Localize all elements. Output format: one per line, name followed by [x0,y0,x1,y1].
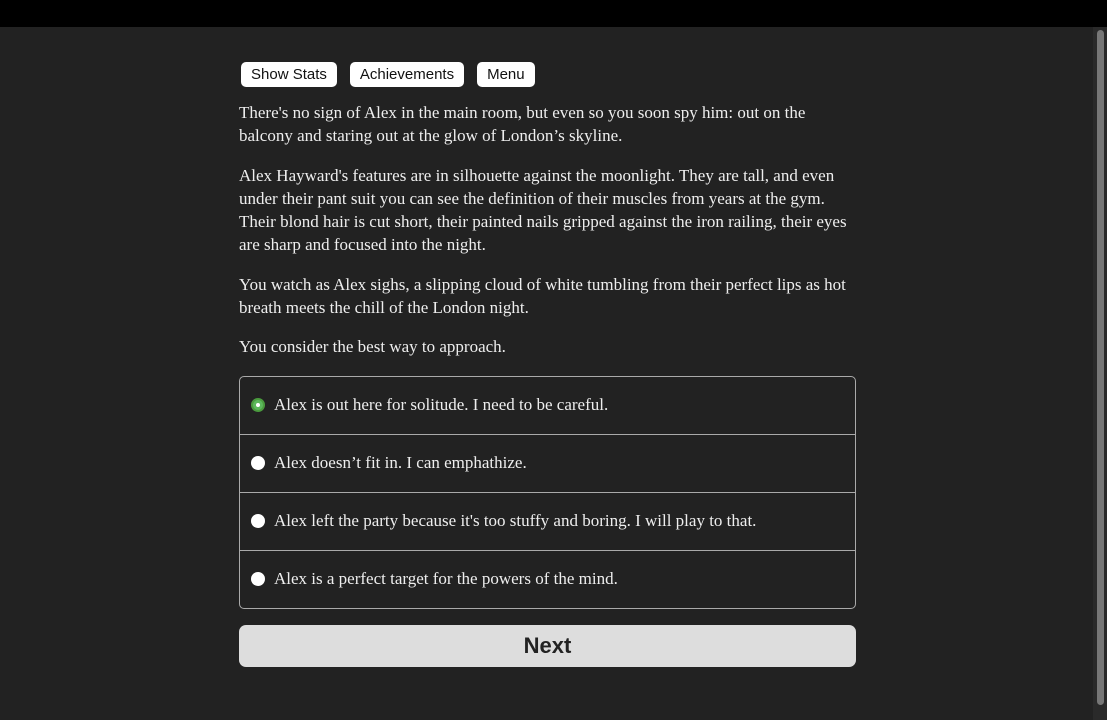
choice-option[interactable] [240,434,855,492]
show-stats-button[interactable]: Show Stats [241,62,337,87]
choice-list [239,376,856,609]
story-paragraph: You consider the best way to approach. [239,337,506,357]
story-paragraph: You watch as Alex sighs, a slipping cloud of white tumbling from their perfect lips as hot breath meets the chill of the London night. [239,274,846,318]
story-paragraph: There's no sign of Alex in the main room, but even so you soon spy him: out on the balcony and staring out at the glow of London’s skyline. [239,103,806,146]
story-content [239,62,856,667]
choice-label: Alex doesn’t fit in. I can emphathize. [274,453,527,473]
next-button[interactable]: Next [239,625,856,667]
top-bar [0,0,1107,27]
radio-selected-icon[interactable] [251,398,265,412]
story-paragraph: Alex Hayward's features are in silhouette against the moonlight. They are tall, and even under their pant suit you can see the definition of their muscles from years at the gym. Their blond hair is cut short, their painted nails gripped against the iron railing, their eyes are sharp and focused into the night. [239,165,847,255]
choice-label: Alex is out here for solitude. I need to be careful. [274,395,609,415]
scrollbar-thumb[interactable] [1097,30,1104,705]
radio-icon[interactable] [251,572,265,586]
choice-option[interactable] [240,492,855,550]
radio-icon[interactable] [251,514,265,528]
choice-label: Alex is a perfect target for the powers of the mind. [274,569,618,589]
choice-option[interactable] [240,550,855,608]
choice-label: Alex left the party because it's too stuffy and boring. I will play to that. [274,511,757,531]
choice-option[interactable] [240,377,855,434]
menu-button[interactable]: Menu [477,62,535,87]
radio-icon[interactable] [251,456,265,470]
scrollbar[interactable] [1093,27,1107,720]
achievements-button[interactable]: Achievements [350,62,464,87]
toolbar [241,62,856,87]
